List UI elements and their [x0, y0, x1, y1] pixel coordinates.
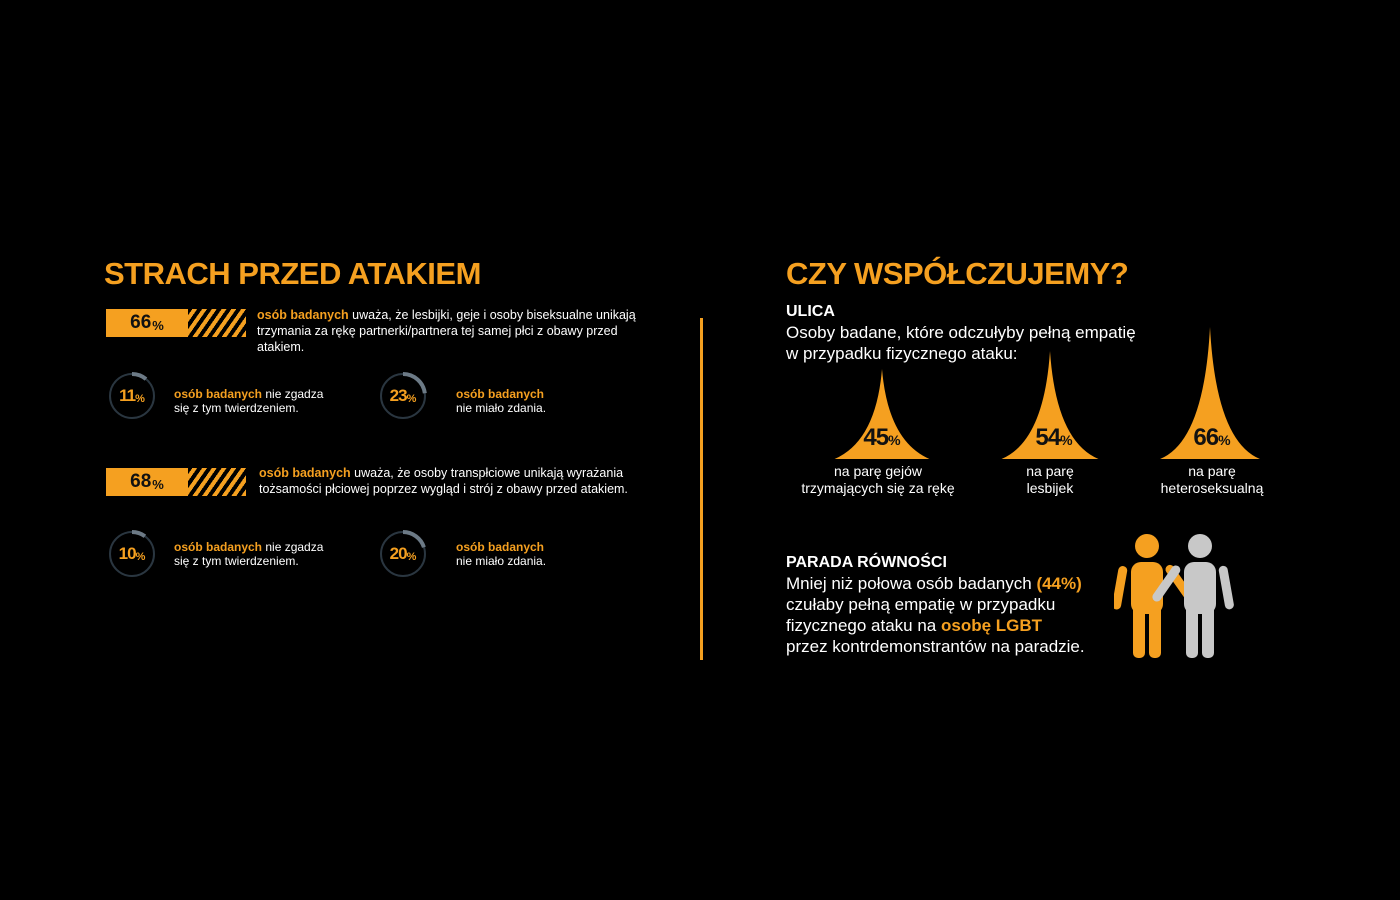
- stat2-pct: %: [152, 476, 164, 492]
- stat1-description: [257, 307, 647, 355]
- stat2-ring-1-line1: nie zgadza: [262, 540, 324, 554]
- stat1-ring-1-line2: się z tym twierdzeniem.: [174, 401, 299, 415]
- peak-3-value: 66: [1193, 424, 1219, 451]
- couple-holding-hands-icon: [1114, 532, 1234, 662]
- peak-3-caption-line1: na parę: [1188, 463, 1236, 479]
- stat2-ring-1-highlight: osób badanych: [174, 540, 263, 554]
- peak-1-caption-line1: na parę gejów: [834, 463, 922, 479]
- person-grey-icon: [1151, 534, 1234, 658]
- stat2-ring-2-highlight: osób badanych: [456, 540, 545, 554]
- peak-1-value-label: [832, 424, 932, 452]
- stat2-description: [259, 465, 649, 497]
- peak-3-caption: [1117, 463, 1307, 497]
- stat1-ring-2-text: [456, 387, 636, 415]
- stat2-highlight: osób badanych: [259, 466, 351, 480]
- stat2-ring-1-text: [174, 540, 354, 568]
- peak-2-value-label: [1004, 424, 1104, 452]
- peak-1-caption-line2: trzymających się za rękę: [801, 480, 955, 496]
- stat2-ring-1-value: 10: [118, 544, 136, 563]
- stat1-value: 66: [130, 312, 152, 333]
- peak-2-pct: %: [1060, 432, 1073, 448]
- stat2-ring-1-label: [108, 530, 156, 578]
- peak-1-value: 45: [863, 424, 889, 451]
- street-text: Osoby badane, które odczułyby pełną empatię w przypadku fizycznego ataku:: [786, 323, 1136, 363]
- stat2-ring-1-line2: się z tym twierdzeniem.: [174, 554, 299, 568]
- peak-3-caption-line2: heteroseksualną: [1160, 480, 1264, 496]
- peak-3-pct: %: [1218, 432, 1231, 448]
- parade-line2: czułaby pełną empatię w przypadku: [786, 595, 1056, 614]
- right-section-title: CZY WSPÓŁCZUJEMY?: [786, 256, 1129, 291]
- parade-subtitle: PARADA RÓWNOŚCI: [786, 554, 947, 571]
- stat1-ring-2-highlight: osób badanych: [456, 387, 545, 401]
- stat2-ring-1-pct: %: [135, 550, 146, 563]
- stat2-ring-2-value: 20: [389, 544, 407, 563]
- street-subtitle: ULICA: [786, 303, 835, 320]
- stat2-text: uważa, że osoby transpłciowe unikają wyrażania tożsamości płciowej poprzez wygląd i strój z obawy przed atakiem.: [259, 466, 628, 496]
- stat1-bar: [106, 309, 246, 337]
- peak-2-value: 54: [1035, 424, 1061, 451]
- peak-2-caption-line2: lesbijek: [1026, 480, 1074, 496]
- peak-3-value-label: [1162, 424, 1262, 452]
- section-divider: [700, 318, 703, 660]
- stat2-bar-fill: [106, 468, 188, 496]
- stat1-ring-2-line2: nie miało zdania.: [456, 401, 547, 415]
- stat1-bar-hatch: [188, 309, 246, 337]
- parade-line3-a: fizycznego ataku na: [786, 616, 941, 635]
- stat1-ring-1-pct: %: [135, 392, 145, 405]
- parade-line4: przez kontrdemonstrantów na paradzie.: [786, 637, 1085, 656]
- stat1-ring-1-value: 11: [119, 386, 136, 405]
- stat1-bar-fill: [106, 309, 188, 337]
- peak-1-caption: [783, 463, 973, 497]
- stat1-ring-2-pct: %: [406, 392, 417, 405]
- parade-line3-highlight: osobę LGBT: [940, 616, 1043, 635]
- peak-2-caption-line1: na parę: [1026, 463, 1074, 479]
- stat1-ring-1-label: [108, 372, 156, 420]
- stat2-bar-hatch: [188, 468, 246, 496]
- stat1-ring-1-line1: nie zgadza: [262, 387, 324, 401]
- stat2-ring-2-text: [456, 540, 636, 568]
- stat1-pct: %: [152, 317, 164, 333]
- stat1-highlight: osób badanych: [257, 308, 349, 322]
- stat1-ring-1-text: [174, 387, 354, 415]
- left-section-title: STRACH PRZED ATAKIEM: [104, 256, 481, 291]
- parade-text: [786, 573, 1116, 657]
- stat2-ring-2-line2: nie miało zdania.: [456, 554, 547, 568]
- stat2-ring-2-label: [379, 530, 427, 578]
- stat2-ring-2-pct: %: [406, 550, 417, 563]
- stat1-ring-1-highlight: osób badanych: [174, 387, 263, 401]
- stat1-text: uważa, że lesbijki, geje i osoby biseksualne unikają trzymania za rękę partnerki/partnera tej samej płci z obawy przed atakiem.: [257, 308, 636, 354]
- stat2-value: 68: [130, 471, 152, 492]
- parade-line1-highlight: (44%): [1036, 574, 1082, 593]
- peak-1-pct: %: [888, 432, 901, 448]
- stat1-ring-2-label: [379, 372, 427, 420]
- stat1-ring-2-value: 23: [389, 386, 407, 405]
- stat2-bar: [106, 468, 246, 496]
- parade-line1-a: Mniej niż połowa osób badanych: [786, 574, 1037, 593]
